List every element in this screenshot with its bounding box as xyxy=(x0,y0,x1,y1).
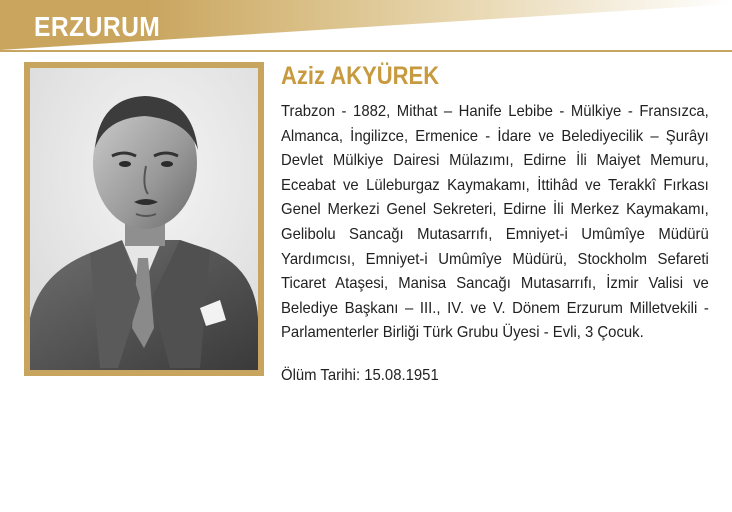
province-title: ERZURUM xyxy=(34,11,161,42)
portrait-frame xyxy=(24,62,264,376)
person-name: Aziz AKYÜREK xyxy=(281,62,440,90)
portrait-photo xyxy=(30,68,258,370)
death-date: Ölüm Tarihi: 15.08.1951 xyxy=(281,367,439,384)
header-divider xyxy=(0,50,732,52)
person-biography: Trabzon - 1882, Mithat – Hanife Lebibe - Mülkiye - Fransızca, Almanca, İngilizce, Ermenice - İdare ve Belediyecilik – Şurâyı Devlet Mülkiye Dairesi Mülazımı, Edirne İli Maiyet Memuru, Eceabat ve Lüleburgaz Kaymakamı, İttihâd ve Terakkî Fırkası Genel Merkezi Genel Sekreteri, Edirne İli Merkez Kaymakamı, Gelibolu Sancağı Mutasarrıfı, Emniyet-i Umûmîye Müdürü Yardımcısı, Emniyet-i Umûmîye Müdürü, Stockholm Sefareti Ticaret Ataşesi, Manisa Sancağı Mutasarrıfı, İzmir Valisi ve Belediye Başkanı – III., IV. ve V. Dönem Erzurum Milletvekili - Parlamenterler Birliği Türk Grubu Üyesi - Evli, 3 Çocuk. xyxy=(281,103,709,342)
header-bar xyxy=(0,0,732,52)
